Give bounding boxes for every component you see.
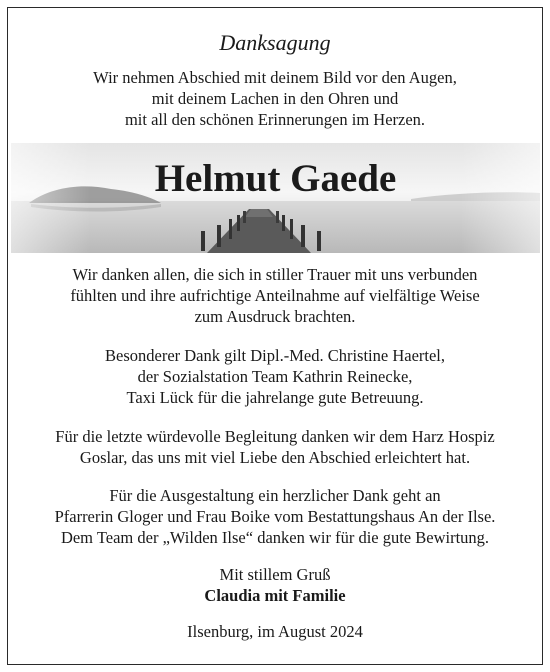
paragraph-line: Pfarrerin Gloger und Frau Boike vom Bestattungshaus An der Ilse. [54,507,496,526]
paragraph-line: Taxi Lück für die jahrelange gute Betreuung. [126,388,424,407]
intro-verse [0,67,550,130]
paragraph-line: zum Ausdruck brachten. [194,307,356,326]
paragraph-line: Wir danken allen, die sich in stiller Trauer mit uns verbunden [72,265,478,284]
paragraph-line: der Sozialstation Team Kathrin Reinecke, [137,367,413,386]
place-date: Ilsenburg, im August 2024 [187,622,363,641]
paragraph-line: Für die Ausgestaltung ein herzlicher Dank geht an [109,486,441,505]
deceased-name: Helmut Gaede [154,157,397,200]
lake-jetty-photo [11,143,540,253]
closing-block [0,564,550,606]
closing-greeting: Mit stillem Gruß [219,565,331,584]
thanks-paragraph [0,264,550,327]
intro-line: mit all den schönen Erinnerungen im Herzen. [124,110,426,129]
notice-heading: Danksagung [219,30,331,55]
signature: Claudia mit Familie [204,586,346,605]
hospice-thanks-paragraph [0,426,550,468]
ceremony-thanks-paragraph [0,485,550,548]
paragraph-line: Für die letzte würdevolle Begleitung danken wir dem Harz Hospiz [55,427,495,446]
paragraph-line: Besonderer Dank gilt Dipl.-Med. Christine Haertel, [105,346,445,365]
intro-line: Wir nehmen Abschied mit deinem Bild vor den Augen, [93,68,457,87]
paragraph-line: Goslar, das uns mit viel Liebe den Abschied erleichtert hat. [79,448,471,467]
paragraph-line: Dem Team der „Wilden Ilse“ danken wir für die gute Bewirtung. [60,528,490,547]
intro-line: mit deinem Lachen in den Ohren und [151,89,399,108]
special-thanks-paragraph [0,345,550,408]
paragraph-line: fühlten und ihre aufrichtige Anteilnahme auf vielfältige Weise [70,286,480,305]
